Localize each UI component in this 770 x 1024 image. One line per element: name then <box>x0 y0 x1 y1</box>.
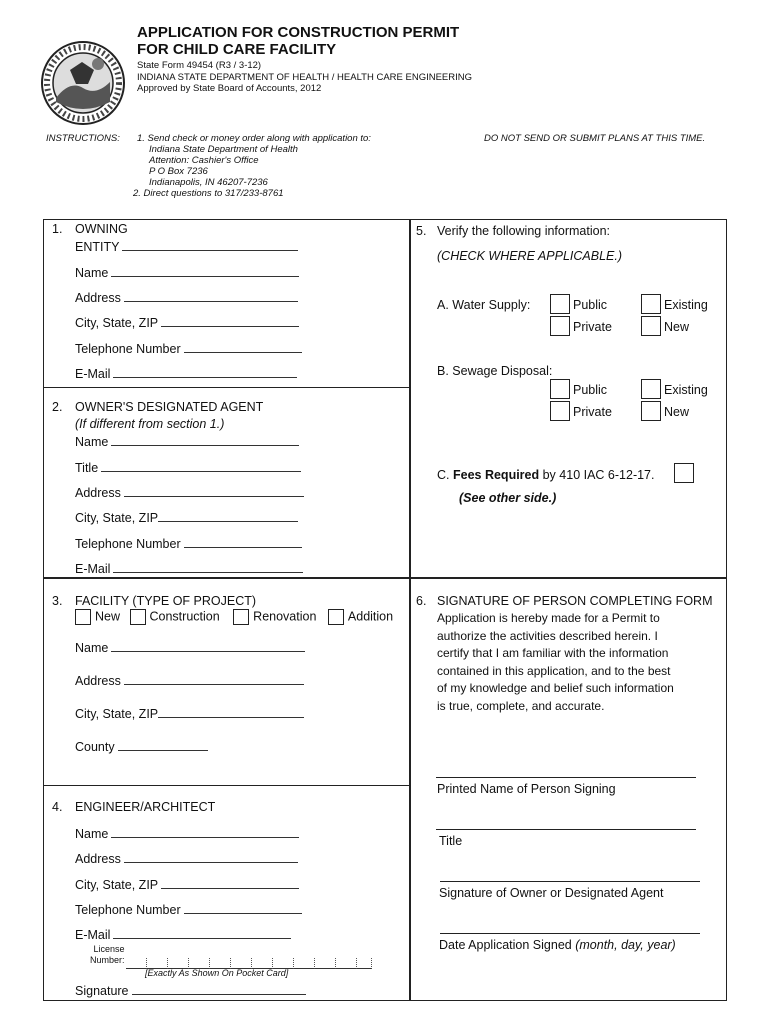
title-line-2: FOR CHILD CARE FACILITY <box>137 41 337 58</box>
section-6-number: 6. <box>416 594 427 608</box>
license-label-line-2: Number: <box>90 955 125 965</box>
owner-signature-line[interactable] <box>440 881 700 882</box>
address-line-4: Indianapolis, IN 46207-7236 <box>149 177 268 188</box>
agent-address-label: Address <box>75 486 121 500</box>
agent-city-field[interactable] <box>75 510 298 525</box>
water-public-label: Public <box>573 298 608 312</box>
engineer-city-label: City, State, ZIP <box>75 878 159 892</box>
section-2-heading: OWNER'S DESIGNATED AGENT <box>75 400 264 414</box>
divider-1-2 <box>43 387 409 388</box>
address-line-3: P O Box 7236 <box>149 166 208 177</box>
signer-title-line[interactable] <box>436 829 696 830</box>
section-5-number: 5. <box>416 224 427 238</box>
section-3-heading: FACILITY (TYPE OF PROJECT) <box>75 594 257 608</box>
owner-email-field[interactable] <box>75 366 297 381</box>
divider-3-4 <box>43 785 409 786</box>
water-new-label: New <box>664 320 690 334</box>
section-3-number: 3. <box>52 594 63 608</box>
section-6-heading: SIGNATURE OF PERSON COMPLETING FORM <box>437 594 713 608</box>
approval-note: Approved by State Board of Accounts, 2012 <box>137 83 322 94</box>
fees-required-text <box>437 468 654 482</box>
date-signed-label <box>439 938 676 952</box>
engineer-name-field[interactable] <box>75 826 299 841</box>
sewage-disposal-label: B. Sewage Disposal: <box>437 364 553 378</box>
form-title <box>137 24 459 58</box>
check-applicable-note: (CHECK WHERE APPLICABLE.) <box>437 249 622 263</box>
facility-address-field[interactable] <box>75 673 304 688</box>
facility-name-field[interactable] <box>75 640 305 655</box>
water-existing-label: Existing <box>664 298 708 312</box>
fees-required-checkbox[interactable] <box>674 463 694 483</box>
renovation-checkbox[interactable] <box>233 609 249 625</box>
agent-name-field[interactable] <box>75 434 299 449</box>
address-line-2: Attention: Cashier's Office <box>149 155 259 166</box>
form-subheader <box>137 60 472 95</box>
water-supply-label: A. Water Supply: <box>437 298 531 312</box>
license-label-line-1: License <box>93 944 125 954</box>
sewage-public-checkbox[interactable] <box>550 379 570 399</box>
license-label <box>90 944 125 966</box>
address-line-1: Indiana State Department of Health <box>149 144 298 155</box>
sewage-private-checkbox[interactable] <box>550 401 570 421</box>
agent-phone-label: Telephone Number <box>75 537 181 551</box>
owner-name-label: Name <box>75 266 109 280</box>
engineer-signature-label: Signature <box>75 984 129 998</box>
fees-required-bold: Fees Required <box>452 468 540 482</box>
instructions-text <box>133 133 371 199</box>
owner-address-label: Address <box>75 291 121 305</box>
water-public-checkbox[interactable] <box>550 294 570 314</box>
section-1-heading: OWNING <box>75 222 128 236</box>
owner-phone-label: Telephone Number <box>75 342 181 356</box>
water-new-checkbox[interactable] <box>641 316 661 336</box>
engineer-email-label: E-Mail <box>75 928 111 942</box>
date-signed-line[interactable] <box>440 933 700 934</box>
agent-address-field[interactable] <box>75 485 304 500</box>
agent-city-label: City, State, ZIP <box>75 511 159 525</box>
owner-name-field[interactable] <box>75 265 299 280</box>
owner-city-label: City, State, ZIP <box>75 316 159 330</box>
renovation-label: Renovation <box>253 609 317 624</box>
owner-email-label: E-Mail <box>75 367 111 381</box>
water-private-checkbox[interactable] <box>550 316 570 336</box>
facility-county-label: County <box>75 740 115 754</box>
section-2-note: (If different from section 1.) <box>75 417 225 431</box>
engineer-email-field[interactable] <box>75 927 291 942</box>
section-5-heading: Verify the following information: <box>437 224 611 238</box>
printed-name-label: Printed Name of Person Signing <box>437 782 616 796</box>
fees-prefix: C. <box>437 468 450 482</box>
new-label: New <box>95 609 121 624</box>
addition-label: Addition <box>347 609 394 624</box>
signer-title-label: Title <box>439 834 463 848</box>
agent-title-field[interactable] <box>75 460 301 475</box>
engineer-address-field[interactable] <box>75 851 298 866</box>
engineer-signature-field[interactable] <box>75 983 306 998</box>
certification-line-1: Application is hereby made for a Permit to <box>437 611 660 625</box>
sewage-public-label: Public <box>573 383 608 397</box>
certification-line-2: authorize the activities described herein. I <box>437 628 658 643</box>
agent-email-field[interactable] <box>75 561 303 576</box>
section-4-heading: ENGINEER/ARCHITECT <box>75 800 216 814</box>
instruction-1: 1. Send check or money order along with application to: <box>137 133 371 144</box>
certification-line-5: of my knowledge and belief such information <box>437 681 674 695</box>
facility-city-label: City, State, ZIP <box>75 707 159 721</box>
addition-checkbox[interactable] <box>328 609 344 625</box>
facility-county-field[interactable] <box>75 739 208 754</box>
owner-signature-label: Signature of Owner or Designated Agent <box>439 886 664 900</box>
sewage-new-checkbox[interactable] <box>641 401 661 421</box>
title-line-1: APPLICATION FOR CONSTRUCTION PERMIT <box>137 24 460 41</box>
owner-address-field[interactable] <box>75 290 298 305</box>
section-2-number: 2. <box>52 400 63 414</box>
state-seal <box>40 40 126 126</box>
water-private-label: Private <box>573 320 612 334</box>
sewage-new-label: New <box>664 405 690 419</box>
see-other-side-note: (See other side.) <box>459 491 557 505</box>
facility-address-label: Address <box>75 674 121 688</box>
certification-paragraph <box>437 610 674 715</box>
agent-title-label: Title <box>75 461 99 475</box>
date-signed-text: Date Application Signed <box>439 938 572 952</box>
certification-line-4: contained in this application, and to the best <box>437 663 671 678</box>
fees-required-rest: by 410 IAC 6-12-17. <box>542 468 655 482</box>
instructions-label: INSTRUCTIONS: <box>46 133 120 144</box>
engineer-phone-label: Telephone Number <box>75 903 181 917</box>
engineer-city-field[interactable] <box>75 877 299 892</box>
facility-name-label: Name <box>75 641 109 655</box>
facility-city-field[interactable] <box>75 706 304 721</box>
sewage-existing-label: Existing <box>664 383 708 397</box>
owner-city-field[interactable] <box>75 315 299 330</box>
printed-name-line[interactable] <box>436 777 696 778</box>
agent-name-label: Name <box>75 435 109 449</box>
date-format-hint: (month, day, year) <box>575 938 676 952</box>
owner-phone-field[interactable] <box>75 341 302 356</box>
owning-entity-field[interactable] <box>75 239 298 254</box>
department-name: INDIANA STATE DEPARTMENT OF HEALTH / HEALTH CARE ENGINEERING <box>137 71 473 83</box>
no-plans-notice: DO NOT SEND OR SUBMIT PLANS AT THIS TIME. <box>484 133 706 144</box>
sewage-private-label: Private <box>573 405 612 419</box>
engineer-phone-field[interactable] <box>75 902 302 917</box>
engineer-address-label: Address <box>75 852 121 866</box>
construction-checkbox[interactable] <box>130 609 146 625</box>
license-note: [Exactly As Shown On Pocket Card] <box>145 968 289 978</box>
section-1-number: 1. <box>52 222 63 236</box>
construction-label: Construction <box>149 609 220 624</box>
engineer-name-label: Name <box>75 827 109 841</box>
sewage-existing-checkbox[interactable] <box>641 379 661 399</box>
form-number: State Form 49454 (R3 / 3-12) <box>137 60 262 71</box>
water-existing-checkbox[interactable] <box>641 294 661 314</box>
certification-line-6: is true, complete, and accurate. <box>437 698 605 713</box>
new-checkbox[interactable] <box>75 609 91 625</box>
instruction-2: 2. Direct questions to 317/233-8761 <box>133 188 284 199</box>
section-5-box <box>409 219 727 579</box>
agent-phone-field[interactable] <box>75 536 302 551</box>
section-4-number: 4. <box>52 800 63 814</box>
agent-email-label: E-Mail <box>75 562 111 576</box>
owning-entity-label: ENTITY <box>75 240 120 254</box>
certification-line-3: certify that I am familiar with the information <box>437 646 669 660</box>
project-type-options <box>75 609 393 625</box>
